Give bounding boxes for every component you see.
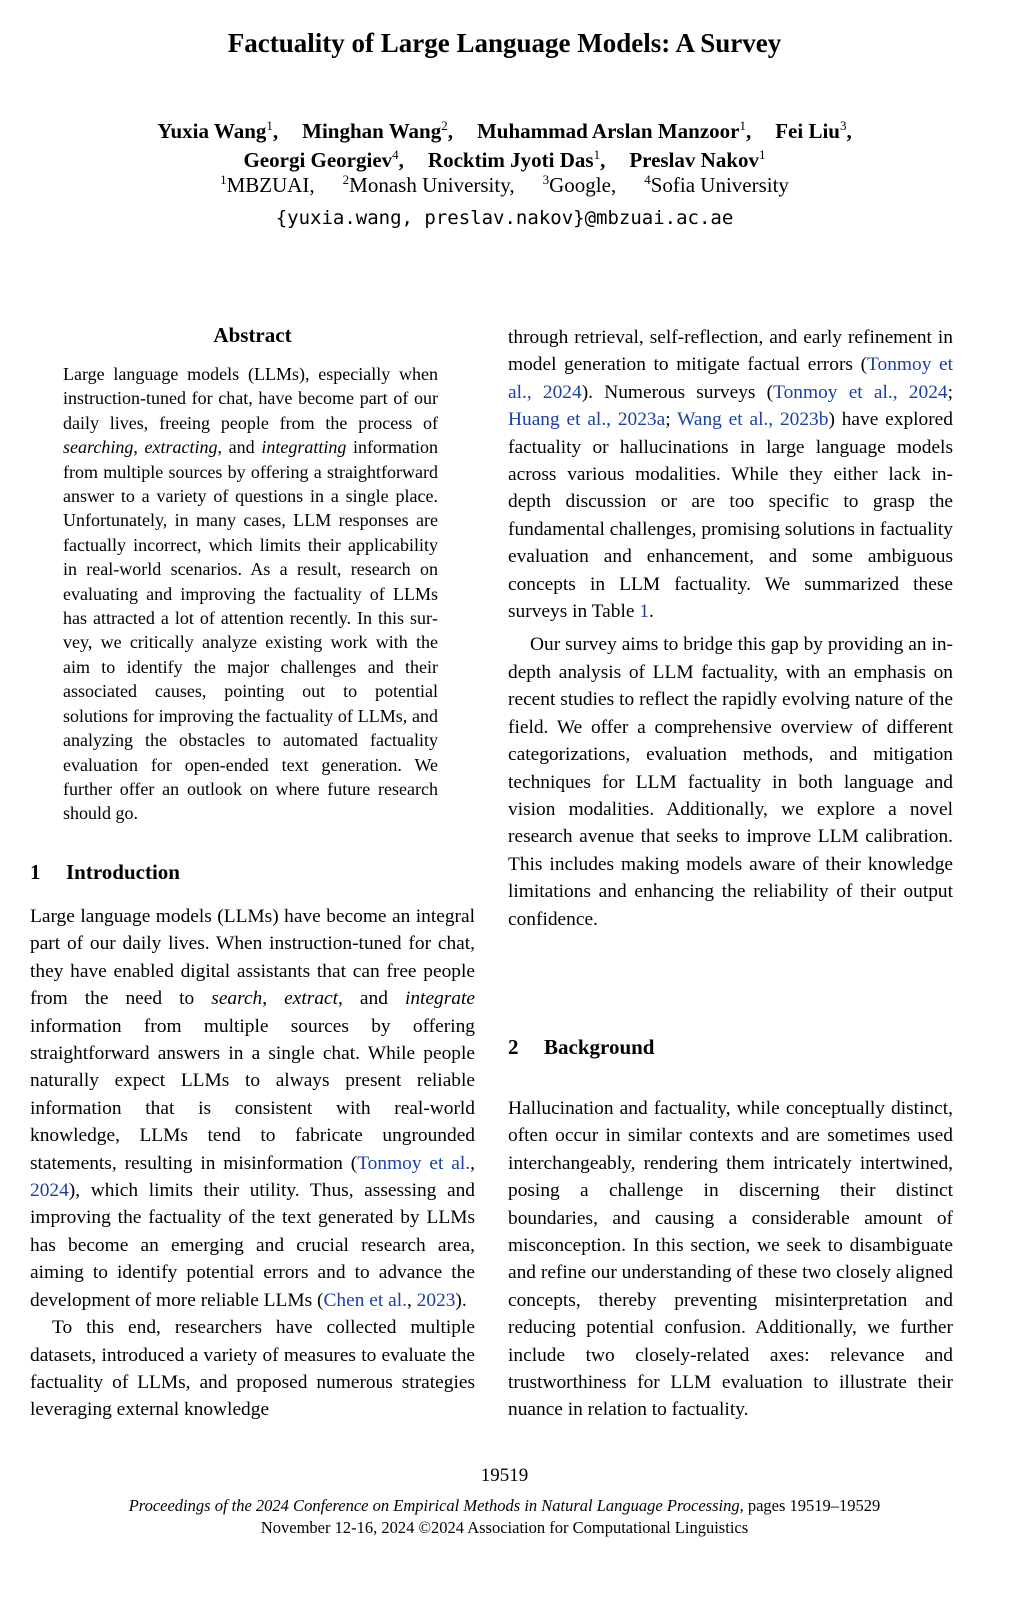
citation-link[interactable]: Tonmoy et al. bbox=[357, 1152, 471, 1174]
affiliation-marker: 2 bbox=[441, 118, 448, 133]
section-heading-background bbox=[508, 1035, 655, 1060]
author-line-1 bbox=[0, 117, 1009, 146]
author-name: Fei Liu$^3$, bbox=[775, 118, 852, 143]
author-name: Georgi Georgiev$^4$, bbox=[243, 147, 404, 172]
section-number: 2 bbox=[508, 1035, 519, 1059]
affiliation-marker: 1 bbox=[266, 118, 273, 133]
affiliation-marker: 4 bbox=[392, 147, 399, 162]
paper-title: Factuality of Large Language Models: A Survey bbox=[227, 28, 782, 58]
affiliation-marker: 3 bbox=[840, 118, 847, 133]
page-number: 19519 bbox=[480, 1465, 529, 1486]
introduction-column-right bbox=[508, 324, 953, 933]
author-name: Preslav Nakov$^1$ bbox=[629, 147, 766, 172]
contact-email: {yuxia.wang, preslav.nakov}@mbzuai.ac.ae bbox=[275, 207, 734, 229]
citation-link[interactable]: 1 bbox=[639, 601, 650, 623]
citation-link[interactable]: Tonmoy et al., 2024 bbox=[773, 381, 948, 403]
abstract-text: Large language models (LLMs), especially when instruction-tuned for chat, have become part of our daily lives, freeing people from the process of searching, extracting, and integratting information from multiple sources by offering a straightforward answer to a variety of questions in a single place. Unfortunately, in many cases, LLM responses are factually incorrect, which limits their applicability in real-world scenarios. As a result, research on evaluating and improving the factuality of LLMs has attracted a lot of attention recently. In this survey, we critically analyze existing work with the aim to identify the major challenges and their associated causes, pointing out to potential solutions for improving the factuality of LLMs, and analyzing the obstacles to automated factuality evaluation for open-ended text generation. We further offer an outlook on where future research should go. bbox=[63, 364, 439, 824]
affiliation-marker: 1 bbox=[739, 118, 746, 133]
author-list bbox=[0, 117, 1009, 175]
intro-paragraph-2: To this end, researchers have collected multiple datasets, introduced a variety of measures to evaluate the factuality of LLMs, and proposed numerous strategies leveraging external knowledge bbox=[30, 1317, 475, 1421]
author-name: Yuxia Wang$^1$, bbox=[157, 118, 279, 143]
citation-link[interactable]: Tonmoy et al., 2024 bbox=[508, 354, 953, 403]
citation-link[interactable]: Chen et al. bbox=[323, 1289, 407, 1311]
background-paragraph: Hallucination and factuality, while conceptually distinct, often occur in similar contexts and are sometimes used interchangeably, rendering them intricately intertwined, posing a challenge in discerning their distinct boundaries, and causing a considerable amount of misconception. In this section, we seek to disambiguate and refine our understanding of these two closely aligned concepts, thereby preventing misinterpretation and reducing potential confusion. Additionally, we further include two closely-related axes: relevance and trustworthiness for LLM evaluation to illustrate their nuance in relation to factuality. bbox=[508, 1098, 953, 1421]
section-heading-introduction bbox=[30, 860, 180, 885]
intro-paragraph-1: Large language models (LLMs) have become an integral part of our daily lives. When instruction-tuned for chat, they have enabled digital assistants that can free people from the need to search, extract, and integrate information from multiple sources by offering straightforward answers in a single chat. While people naturally expect LLMs to always present reliable information that is consistent with real-world knowledge, LLMs tend to fabricate ungrounded statements, resulting in misinformation (Tonmoy et al., 2024), which limits their utility. Thus, assessing and improving the factuality of the text generated by LLMs has become an emerging and crucial research area, aiming to identify potential errors and to advance the development of more reliable LLMs (Chen et al., 2023). bbox=[30, 906, 475, 1311]
author-name: Minghan Wang$^2$, bbox=[302, 118, 453, 143]
affiliation: $^1$MBZUAI, bbox=[220, 172, 315, 197]
author-line-2 bbox=[0, 146, 1009, 175]
affiliation-marker: 1 bbox=[759, 147, 766, 162]
footer-line-1 bbox=[0, 1495, 1009, 1517]
affiliation: $^2$Monash University, bbox=[342, 172, 515, 197]
affiliation: $^4$Sofia University bbox=[644, 172, 789, 197]
author-name: Rocktim Jyoti Das$^1$, bbox=[427, 147, 606, 172]
section-number: 1 bbox=[30, 860, 41, 884]
intro-paragraph-2-continued: through retrieval, self-reflection, and early refinement in model generation to mitigate factual errors (Tonmoy et al., 2024). Numerous surveys (Tonmoy et al., 2024; Huang et al., 2023a; Wang et al., 2023b) have explored factuality or hallucinations in large language models across various modalities. While they either lack in-depth discussion or are too specific to grasp the fundamental challenges, promising solutions in factuality evaluation and enhancement, and some ambiguous concepts in LLM factuality. We summarized these surveys in Table 1. bbox=[508, 327, 953, 623]
introduction-column-left bbox=[30, 903, 475, 1424]
author-name: Muhammad Arslan Manzoor$^1$, bbox=[476, 118, 752, 143]
section-title: Background bbox=[544, 1035, 655, 1059]
footer-pages: , pages 19519–19529 bbox=[739, 1496, 881, 1515]
citation-link[interactable]: 2024 bbox=[30, 1180, 69, 1202]
section-title: Introduction bbox=[66, 860, 180, 884]
affiliation-marker: 1 bbox=[593, 147, 601, 162]
citation-link[interactable]: 2023 bbox=[416, 1289, 456, 1311]
footer-line-2: November 12-16, 2024 ©2024 Association for Computational Linguistics bbox=[260, 1518, 749, 1537]
affiliations bbox=[0, 173, 1009, 198]
page-footer bbox=[0, 1495, 1009, 1539]
footer-venue: Proceedings of the 2024 Conference on Empirical Methods in Natural Language Processing bbox=[128, 1496, 740, 1515]
citation-link[interactable]: Huang et al., 2023a bbox=[508, 409, 666, 431]
citation-link[interactable]: Wang et al., 2023b bbox=[677, 409, 829, 431]
intro-paragraph-3: Our survey aims to bridge this gap by providing an in-depth analysis of LLM factuality, with an emphasis on recent studies to reflect the rapidly evolving nature of the field. We offer a comprehensive overview of different categorizations, evaluation methods, and mitigation techniques for LLM factuality in both language and vision modalities. Additionally, we explore a novel research avenue that seeks to improve LLM calibration. This includes making models aware of their knowledge limitations and enhancing the reliability of their output confidence. bbox=[508, 634, 953, 930]
affiliation: $^3$Google, bbox=[542, 172, 617, 197]
abstract-heading: Abstract bbox=[213, 323, 292, 347]
